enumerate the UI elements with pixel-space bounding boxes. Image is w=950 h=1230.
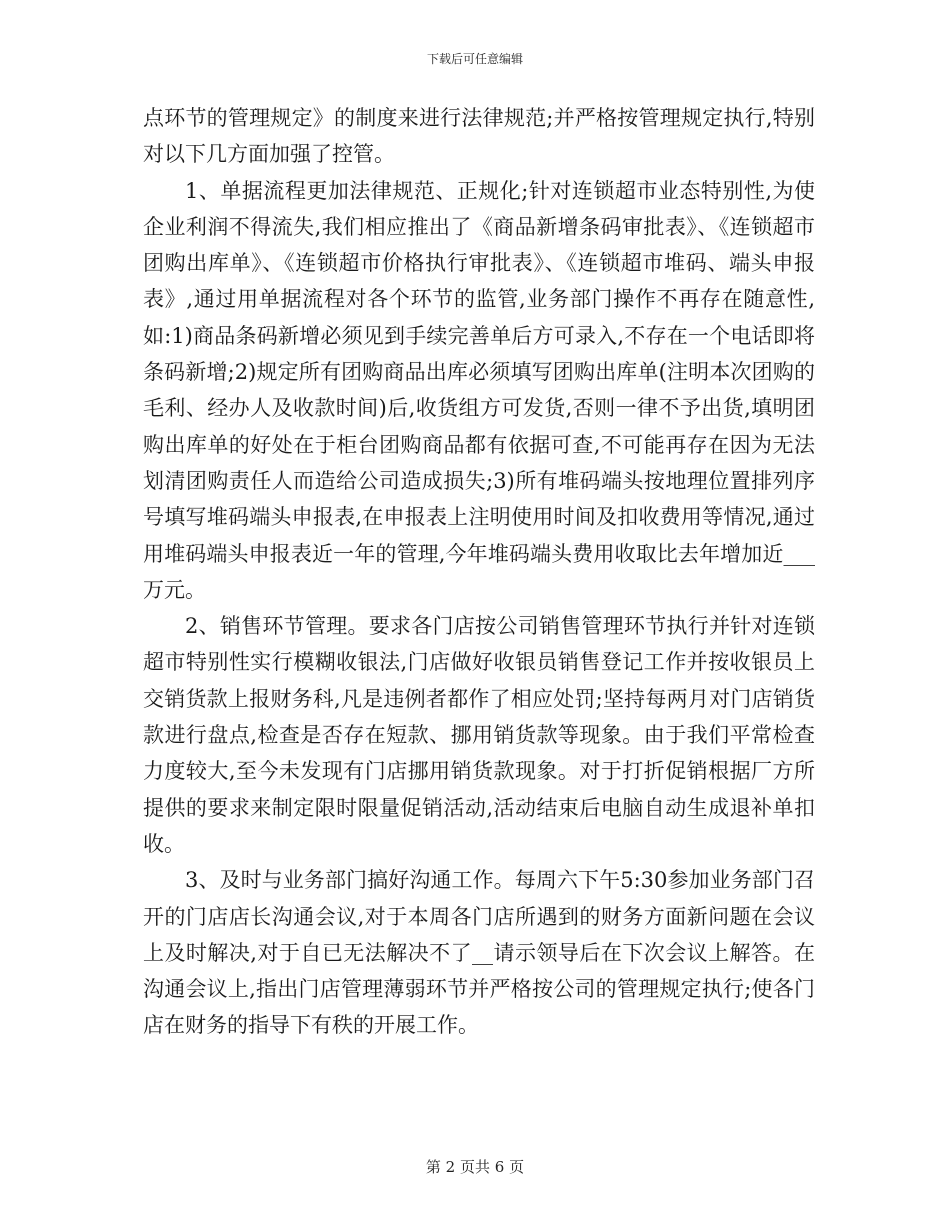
- paragraph-item-3: 3、及时与业务部门搞好沟通工作。每周六下午5:30参加业务部门召开的门店店长沟通会议,对于本周各门店所遇到的财务方面新问题在会议上及时解决,对于自已无法解决不了__请示领导后在下次会议上解答。在沟通会议上,指出门店管理薄弱环节并严格按公司的管理规定执行;使各门店在财务的指导下有秩的开展工作。: [143, 868, 815, 1038]
- paragraph-item-2: 2、销售环节管理。要求各门店按公司销售管理环节执行并针对连锁超市特别性实行模糊收银法,门店做好收银员销售登记工作并按收银员上交销货款上报财务科,凡是违例者都作了相应处罚;坚持每两月对门店销货款进行盘点,检查是否存在短款、挪用销货款等现象。由于我们平常检查力度较大,至今未发现有门店挪用销货款现象。对于打折促销根据厂方所提供的要求来制定限时限量促销活动,活动结束后电脑自动生成退补单扣收。: [143, 614, 815, 856]
- paragraph-item-1: 1、单据流程更加法律规范、正规化;针对连锁超市业态特别性,为使企业利润不得流失,我们相应推出了《商品新增条码审批表》、《连锁超市团购出库单》、《连锁超市价格执行审批表》、《连锁超市堆码、端头申报表》,通过用单据流程对各个环节的监管,业务部门操作不再存在随意性,如:1)商品条码新增必须见到手续完善单后方可录入,不存在一个电话即将条码新增;2)规定所有团购商品出库必须填写团购出库单(注明本次团购的毛利、经办人及收款时间)后,收货组方可发货,否则一律不予出货,填明团购出库单的好处在于柜台团购商品都有依据可查,不可能再存在因为无法划清团购责任人而造给公司造成损失;3)所有堆码端头按地理位置排列序号填写堆码端头申报表,在申报表上注明使用时间及扣收费用等情况,通过用堆码端头申报表近一年的管理,今年堆码端头费用收取比去年增加近___万元。: [143, 178, 815, 602]
- page-header: 下载后可任意编辑: [426, 52, 523, 66]
- page-footer: 第 2 页共 6 页: [425, 1158, 525, 1176]
- paragraph-intro: 点环节的管理规定》的制度来进行法律规范;并严格按管理规定执行,特别对以下几方面加强了控管。: [143, 106, 815, 167]
- document-body: [143, 100, 815, 1044]
